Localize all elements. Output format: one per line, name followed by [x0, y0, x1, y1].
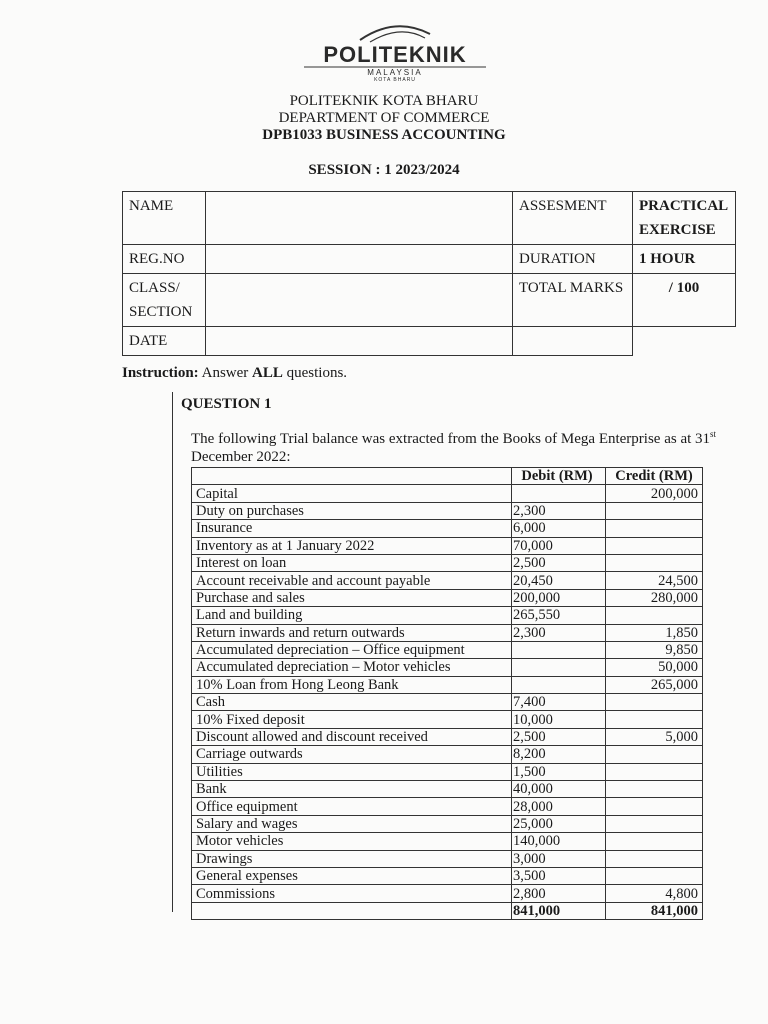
credit-cell: [606, 520, 703, 537]
course-title: DPB1033 BUSINESS ACCOUNTING: [262, 127, 506, 143]
header-debit-cell: Debit (RM): [512, 468, 606, 485]
debit-cell: 2,500: [512, 554, 606, 571]
credit-cell: 50,000: [606, 659, 703, 676]
debit-cell: 1,500: [512, 763, 606, 780]
credit-cell: 5,000: [606, 728, 703, 745]
instruction-bold: ALL: [252, 365, 283, 381]
class-label-line1: CLASS/: [129, 280, 180, 296]
account-cell: Drawings: [192, 850, 512, 867]
account-cell: Accumulated depreciation – Office equipment: [192, 641, 512, 658]
instruction-line: [122, 365, 347, 382]
credit-cell: [606, 781, 703, 798]
debit-cell: 25,000: [512, 815, 606, 832]
account-cell: Cash: [192, 694, 512, 711]
question-text: [191, 425, 751, 466]
table-row: [192, 572, 703, 589]
account-cell: Salary and wages: [192, 815, 512, 832]
credit-cell: [606, 867, 703, 884]
debit-cell: [512, 676, 606, 693]
debit-cell: 6,000: [512, 520, 606, 537]
date-label: DATE: [123, 327, 206, 356]
document-header: [0, 93, 768, 144]
table-row: [192, 607, 703, 624]
table-row: [192, 798, 703, 815]
table-row: [192, 711, 703, 728]
question-text-sup: st: [710, 429, 717, 439]
account-cell: Discount allowed and discount received: [192, 728, 512, 745]
account-cell: Account receivable and account payable: [192, 572, 512, 589]
table-header-row: [192, 468, 703, 485]
credit-cell: [606, 763, 703, 780]
account-cell: Interest on loan: [192, 554, 512, 571]
account-cell: Motor vehicles: [192, 833, 512, 850]
account-cell: Bank: [192, 781, 512, 798]
name-field[interactable]: [206, 192, 513, 245]
credit-cell: [606, 798, 703, 815]
debit-cell: 28,000: [512, 798, 606, 815]
credit-cell: [606, 850, 703, 867]
debit-cell: 20,450: [512, 572, 606, 589]
debit-cell: [512, 641, 606, 658]
credit-cell: 280,000: [606, 589, 703, 606]
account-cell: Insurance: [192, 520, 512, 537]
table-row: [192, 867, 703, 884]
debit-cell: 40,000: [512, 781, 606, 798]
account-cell: 10% Fixed deposit: [192, 711, 512, 728]
table-row: [192, 885, 703, 902]
debit-cell: 2,300: [512, 502, 606, 519]
account-cell: Capital: [192, 485, 512, 502]
total-account-cell: [192, 902, 512, 919]
credit-cell: [606, 537, 703, 554]
credit-cell: 24,500: [606, 572, 703, 589]
account-cell: Accumulated depreciation – Motor vehicles: [192, 659, 512, 676]
date-field[interactable]: [206, 327, 513, 356]
table-row: [192, 485, 703, 502]
total-credit-cell: 841,000: [606, 902, 703, 919]
credit-cell: 200,000: [606, 485, 703, 502]
logo-subtitle: MALAYSIA: [367, 68, 423, 77]
credit-cell: 9,850: [606, 641, 703, 658]
debit-cell: 2,300: [512, 624, 606, 641]
instruction-label: Instruction:: [122, 365, 199, 381]
class-label-line2: SECTION: [129, 304, 193, 320]
table-row: [192, 746, 703, 763]
debit-cell: [512, 659, 606, 676]
politeknik-logo: [300, 18, 490, 82]
debit-cell: 2,800: [512, 885, 606, 902]
institution-name: POLITEKNIK KOTA BHARU: [289, 93, 479, 109]
header-credit-cell: Credit (RM): [606, 468, 703, 485]
credit-cell: [606, 502, 703, 519]
empty-cell: [633, 327, 736, 356]
class-field[interactable]: [206, 274, 513, 327]
date-spacer: [513, 327, 633, 356]
table-row: [192, 694, 703, 711]
department-name: DEPARTMENT OF COMMERCE: [278, 110, 490, 126]
logo-title: POLITEKNIK: [323, 42, 467, 67]
credit-cell: [606, 554, 703, 571]
total-marks-label: TOTAL MARKS: [513, 274, 633, 327]
question-text-a: The following Trial balance was extracted from the Books of Mega Enterprise as at 31: [191, 431, 711, 447]
session-label: SESSION : 1 2023/2024: [308, 162, 460, 178]
debit-cell: [512, 485, 606, 502]
account-cell: Land and building: [192, 607, 512, 624]
class-label: [123, 274, 206, 327]
table-row: [192, 624, 703, 641]
debit-cell: 8,200: [512, 746, 606, 763]
logo-city: KOTA BHARU: [374, 77, 416, 82]
instruction-post: questions.: [286, 365, 348, 381]
credit-cell: [606, 694, 703, 711]
total-row: [192, 902, 703, 919]
total-debit-cell: 841,000: [512, 902, 606, 919]
logo-emblem-icon: [300, 18, 490, 82]
table-row: [192, 641, 703, 658]
credit-cell: 265,000: [606, 676, 703, 693]
debit-cell: 200,000: [512, 589, 606, 606]
table-row: [192, 589, 703, 606]
assessment-value-line2: EXERCISE: [639, 222, 716, 238]
table-row: [192, 815, 703, 832]
instruction-pre: Answer: [201, 365, 249, 381]
debit-cell: 3,000: [512, 850, 606, 867]
credit-cell: 1,850: [606, 624, 703, 641]
debit-cell: 2,500: [512, 728, 606, 745]
student-info-table: [122, 191, 736, 356]
credit-cell: [606, 746, 703, 763]
account-cell: 10% Loan from Hong Leong Bank: [192, 676, 512, 693]
debit-cell: 7,400: [512, 694, 606, 711]
account-cell: Purchase and sales: [192, 589, 512, 606]
question-title: QUESTION 1: [181, 396, 272, 412]
table-row: [192, 850, 703, 867]
credit-cell: [606, 815, 703, 832]
question-margin-line: [172, 392, 173, 912]
table-row: [192, 728, 703, 745]
account-cell: Return inwards and return outwards: [192, 624, 512, 641]
table-row: [192, 763, 703, 780]
table-row: [192, 537, 703, 554]
name-label: NAME: [123, 192, 206, 245]
credit-cell: [606, 711, 703, 728]
regno-field[interactable]: [206, 245, 513, 274]
question-text-b: December 2022:: [191, 449, 291, 465]
table-row: [192, 659, 703, 676]
account-cell: Office equipment: [192, 798, 512, 815]
account-cell: Carriage outwards: [192, 746, 512, 763]
table-row: [192, 502, 703, 519]
table-row: [192, 833, 703, 850]
table-row: [192, 781, 703, 798]
table-row: [192, 676, 703, 693]
credit-cell: [606, 833, 703, 850]
credit-cell: 4,800: [606, 885, 703, 902]
table-row: [192, 520, 703, 537]
debit-cell: 10,000: [512, 711, 606, 728]
account-cell: Inventory as at 1 January 2022: [192, 537, 512, 554]
credit-cell: [606, 607, 703, 624]
trial-balance-table: [191, 467, 703, 920]
regno-label: REG.NO: [123, 245, 206, 274]
duration-value: 1 HOUR: [633, 245, 736, 274]
debit-cell: 3,500: [512, 867, 606, 884]
account-cell: Duty on purchases: [192, 502, 512, 519]
duration-label: DURATION: [513, 245, 633, 274]
debit-cell: 140,000: [512, 833, 606, 850]
assessment-value: [633, 192, 736, 245]
assessment-value-line1: PRACTICAL: [639, 198, 729, 214]
assessment-label: ASSESMENT: [513, 192, 633, 245]
account-cell: General expenses: [192, 867, 512, 884]
total-marks-value: / 100: [633, 274, 736, 327]
account-cell: Utilities: [192, 763, 512, 780]
account-cell: Commissions: [192, 885, 512, 902]
header-account-cell: [192, 468, 512, 485]
debit-cell: 265,550: [512, 607, 606, 624]
table-row: [192, 554, 703, 571]
debit-cell: 70,000: [512, 537, 606, 554]
